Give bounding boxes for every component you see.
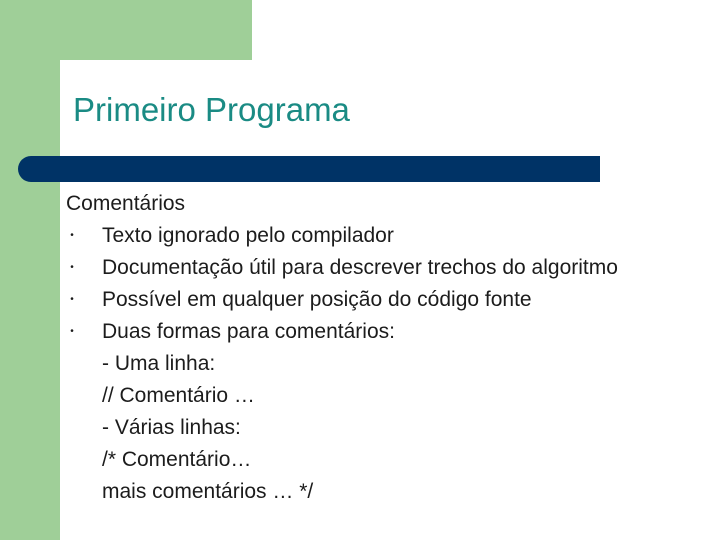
list-item [66, 316, 706, 348]
section-heading: Comentários [66, 192, 186, 215]
bullet-icon: • [70, 262, 74, 273]
single-line-comment-example: // Comentário … [102, 384, 255, 407]
single-line-comment-label: - Uma linha: [102, 352, 216, 375]
multi-line-comment-example-start: /* Comentário… [102, 448, 252, 471]
list-item [66, 252, 706, 284]
bullet-icon: • [70, 326, 74, 337]
multi-line-comment-example-end: mais comentários … */ [102, 480, 314, 503]
list-item [66, 284, 706, 316]
bullet-icon: • [70, 230, 74, 241]
bullet-text: Possível em qualquer posição do código fonte [102, 288, 532, 311]
bullet-icon: • [70, 294, 74, 305]
title-underline-bar [18, 156, 600, 182]
bullet-text: Documentação útil para descrever trechos do algoritmo [102, 256, 618, 279]
multi-line-comment-label: - Várias linhas: [102, 416, 241, 439]
slide-body [66, 188, 706, 508]
bullet-list [66, 220, 706, 348]
list-item [66, 220, 706, 252]
bullet-text: Duas formas para comentários: [102, 320, 395, 343]
decorative-green-sidebar [0, 0, 60, 540]
slide-title: Primeiro Programa [73, 91, 350, 128]
bullet-text: Texto ignorado pelo compilador [102, 224, 394, 247]
decorative-green-top-block [0, 0, 252, 60]
